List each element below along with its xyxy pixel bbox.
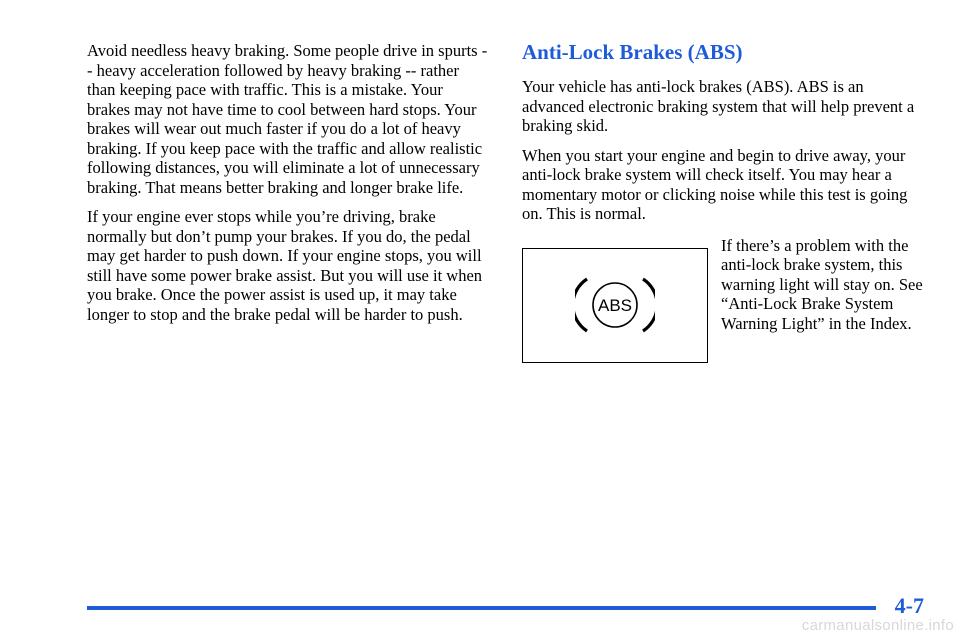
watermark: carmanualsonline.info	[801, 617, 954, 634]
right-column	[522, 41, 926, 366]
left-column	[87, 41, 489, 334]
warning-light-caption: If there’s a problem with the anti-lock brake system, this warning light will stay on. See “Anti-Lock Brake System Warning Light” in the Index.	[721, 235, 923, 333]
section-heading: Anti-Lock Brakes (ABS)	[522, 40, 743, 64]
abs-warning-light-icon	[575, 270, 655, 340]
heavy-braking-paragraph: Avoid needless heavy braking. Some people drive in spurts -- heavy acceleration followed by heavy braking -- rather than keeping pace with traffic. This is a mistake. Your brakes may not have time to cool between hard stops. Your brakes will wear out much faster if you do a lot of heavy braking. If you keep pace with the traffic and allow realistic following distances, you will eliminate a lot of unnecessary braking. That means better braking and longer brake life.	[87, 41, 488, 197]
abs-symbol-text: ABS	[597, 296, 633, 315]
page-number: 4-7	[894, 593, 924, 618]
warning-light-row	[522, 236, 926, 366]
footer-rule	[87, 606, 876, 610]
engine-stops-paragraph: If your engine ever stops while you’re driving, brake normally but don’t pump your brakes. If you do, the pedal may get harder to push down. If your engine stops, you will still have some power brake assist. But you will use it when you brake. Once the power assist is used up, it may take longer to stop and the brake pedal will be harder to push.	[87, 207, 483, 324]
abs-warning-light-figure	[522, 248, 708, 363]
abs-intro-paragraph: Your vehicle has anti-lock brakes (ABS). ABS is an advanced electronic braking system that will help prevent a braking skid.	[522, 77, 915, 135]
abs-self-check-paragraph: When you start your engine and begin to drive away, your anti-lock brake system will check itself. You may hear a momentary motor or clicking noise while this test is going on. This is normal.	[522, 145, 908, 223]
